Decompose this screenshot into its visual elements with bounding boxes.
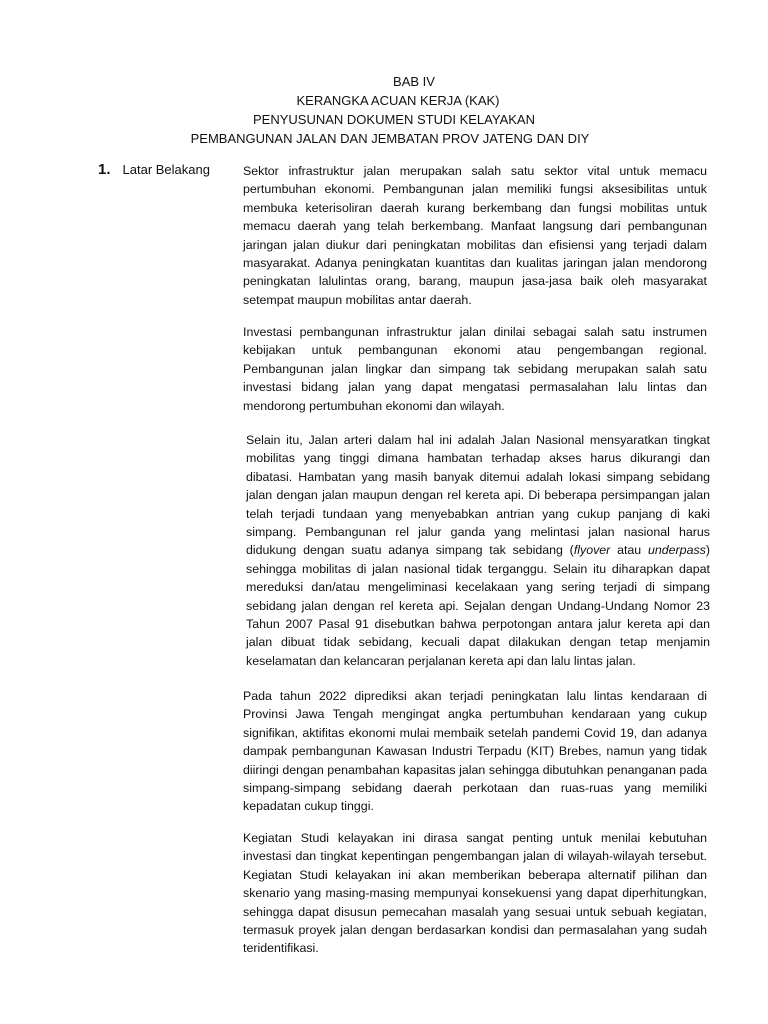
italic-term-flyover: flyover [573, 543, 611, 558]
paragraph-text [246, 431, 710, 670]
chapter-title-block [0, 72, 768, 148]
paragraph-text: Sektor infrastruktur jalan merupakan salah satu sektor vital untuk memacu pertumbuhan ekonomi. Pembangunan jalan memiliki fungsi aksesibilitas untuk membuka keterisoliran daerah kurang berkembang dan fungsi mobilitas untuk memacu daerah yang telah berkembang. Manfaat langsung dari pembangunan jaringan jalan diukur dari peningkatan mobilitas dan efisiensi yang terjadi dalam masyarakat. Adanya peningkatan kuantitas dan kualitas jaringan jalan mendorong peningkatan lalulintas orang, barang, maupun jasa-jasa baik oleh masyarakat setempat maupun mobilitas antar daerah. [243, 164, 707, 307]
paragraph-5 [243, 829, 707, 958]
section-number: 1. [98, 161, 111, 178]
paragraph-1 [243, 162, 707, 309]
chapter-title: KERANGKA ACUAN KERJA (KAK) [296, 93, 500, 108]
italic-term-underpass: underpass [647, 543, 706, 558]
paragraph-text-part: atau [610, 543, 648, 558]
paragraph-text-part: ) sehingga mobilitas di jalan nasional tidak terganggu. Selain itu diharapkan dapat mereduksi dan/atau mengeliminasi kecelakaan yang sering terjadi di simpang sebidang jalan dengan rel kereta api. Sejalan dengan Undang-Undang Nomor 23 Tahun 2007 Pasal 91 disebutkan bahwa perpotongan antara jalur kereta api dan jalan dibuat tidak sebidang, kecuali dapat dilakukan dengan tetap menjamin keselamatan dan kelancaran perjalanan kereta api dan lalu lintas jalan. [246, 543, 710, 668]
project-title: PEMBANGUNAN JALAN DAN JEMBATAN PROV JATENG DAN DIY [190, 131, 590, 146]
paragraph-text: Pada tahun 2022 diprediksi akan terjadi peningkatan lalu lintas kendaraan di Provinsi Jawa Tengah mengingat angka pertumbuhan kendaraan yang cukup signifikan, aktifitas ekonomi mulai membaik setelah pandemi Covid 19, dan adanya dampak pembangunan Kawasan Industri Terpadu (KIT) Brebes, namun yang tidak diiringi dengan penambahan kapasitas jalan sehingga dibutuhkan penanganan pada simpang-simpang sebidang daerah perkotaan dan ruas-ruas yang memiliki kepadatan cukup tinggi. [243, 689, 707, 814]
paragraph-text: Investasi pembangunan infrastruktur jalan dinilai sebagai salah satu instrumen kebijakan untuk pembangunan ekonomi atau pengembangan regional. Pembangunan jalan lingkar dan simpang tak sebidang merupakan salah satu investasi bidang jalan yang dapat mengatasi permasalahan lalu lintas dan mendorong pertumbuhan ekonomi dan wilayah. [243, 325, 707, 413]
section-heading [98, 160, 210, 180]
document-subtitle: PENYUSUNAN DOKUMEN STUDI KELAYAKAN [253, 112, 535, 127]
paragraph-4 [243, 687, 707, 816]
paragraph-2 [243, 323, 707, 415]
section-title: Latar Belakang [122, 162, 210, 177]
paragraph-3 [246, 431, 710, 670]
paragraph-text-part: Selain itu, Jalan arteri dalam hal ini adalah Jalan Nasional mensyaratkan tingkat mobilitas yang tinggi dimana hambatan terhadap akses harus dikurangi dan dibatasi. Hambatan yang masih banyak ditemui adalah lokasi simpang sebidang jalan dengan jalan maupun dengan rel kereta api. Di beberapa persimpangan jalan telah terjadi tundaan yang menyebabkan antrian yang cukup panjang di kaki simpang. Pembangunan rel jalur ganda yang melintasi jalan nasional harus didukung dengan suatu adanya simpang tak sebidang ( [246, 433, 710, 558]
paragraph-text: Kegiatan Studi kelayakan ini dirasa sangat penting untuk menilai kebutuhan investasi dan tingkat kepentingan pengembangan jalan di wilayah-wilayah tersebut. Kegiatan Studi kelayakan ini akan memberikan beberapa alternatif pilihan dan skenario yang masing-masing mempunyai konsekuensi yang dapat diperhitungkan, sehingga dapat disusun pemecahan masalah yang sesuai untuk sebuah kegiatan, termasuk proyek jalan dengan berdasarkan kondisi dan permasalahan yang sudah teridentifikasi. [243, 831, 707, 956]
chapter-number: BAB IV [393, 74, 435, 89]
